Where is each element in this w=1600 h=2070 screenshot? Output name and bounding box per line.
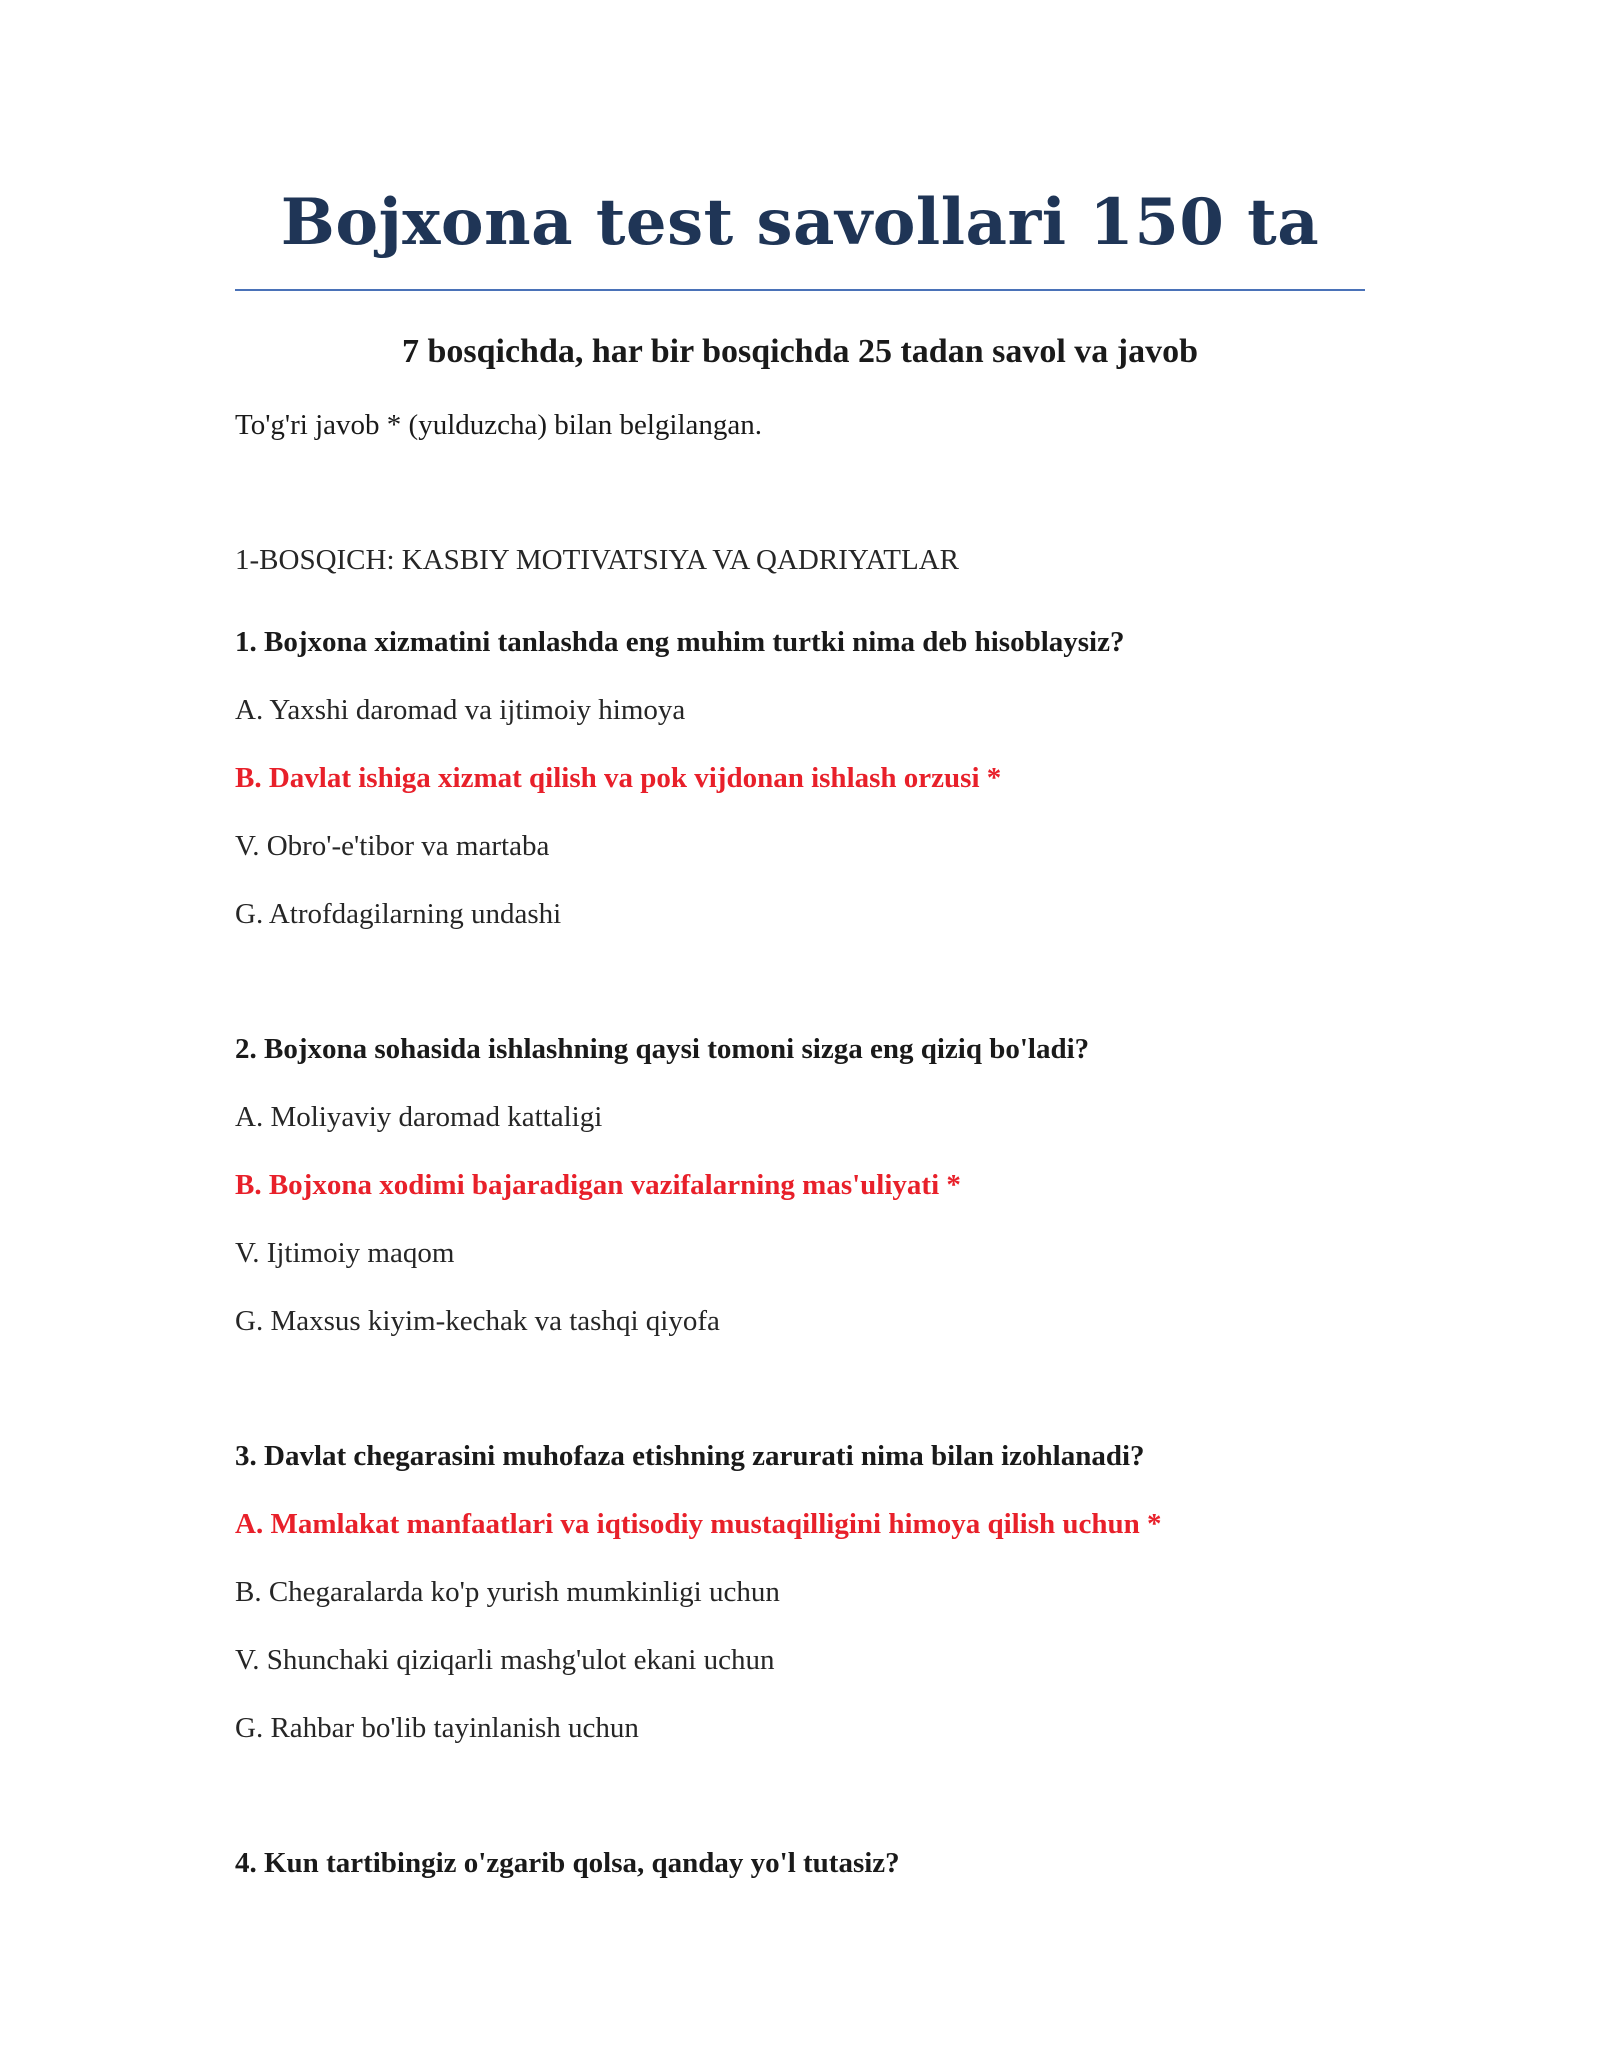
answer-option: B. Chegaralarda ko'p yurish mumkinligi uchun: [235, 1576, 780, 1608]
answer-key-note: To'g'ri javob * (yulduzcha) bilan belgilangan.: [235, 409, 763, 441]
answer-option: A. Yaxshi daromad va ijtimoiy himoya: [235, 694, 686, 726]
question-text: 1. Bojxona xizmatini tanlashda eng muhim turtki nima deb hisoblaysiz?: [235, 626, 1125, 658]
question-item: [235, 1829, 1365, 1897]
answer-option: V. Shunchaki qiziqarli mashg'ulot ekani uchun: [235, 1644, 775, 1676]
answer-option: G. Atrofdagilarning undashi: [235, 898, 562, 930]
document-title: Bojxona test savollari 150 ta: [280, 185, 1320, 260]
stage-heading: 1-BOSQICH: KASBIY MOTIVATSIYA VA QADRIYATLAR: [235, 544, 960, 576]
question-list: [235, 608, 1365, 1897]
question-text: 4. Kun tartibingiz o'zgarib qolsa, qanday yo'l tutasiz?: [235, 1847, 900, 1879]
question-spacer: [235, 948, 1365, 1015]
question-spacer: [235, 1355, 1365, 1422]
question-item: [235, 1422, 1365, 1762]
correct-answer-option: B. Davlat ishiga xizmat qilish va pok vijdonan ishlash orzusi *: [235, 762, 1002, 794]
answer-option: A. Moliyaviy daromad kattaligi: [235, 1101, 603, 1133]
answer-option: G. Rahbar bo'lib tayinlanish uchun: [235, 1712, 639, 1744]
question-item: [235, 1015, 1365, 1355]
answer-option: V. Ijtimoiy maqom: [235, 1237, 455, 1269]
title-underline: [235, 289, 1365, 291]
question-spacer: [235, 1762, 1365, 1829]
document-subtitle: 7 bosqichda, har bir bosqichda 25 tadan savol va javob: [401, 333, 1199, 370]
question-text: 3. Davlat chegarasini muhofaza etishning zarurati nima bilan izohlanadi?: [235, 1440, 1145, 1472]
question-item: [235, 608, 1365, 948]
correct-answer-option: B. Bojxona xodimi bajaradigan vazifalarning mas'uliyati *: [235, 1169, 961, 1201]
correct-answer-option: A. Mamlakat manfaatlari va iqtisodiy mustaqilligini himoya qilish uchun *: [235, 1508, 1162, 1540]
question-text: 2. Bojxona sohasida ishlashning qaysi tomoni sizga eng qiziq bo'ladi?: [235, 1033, 1090, 1065]
answer-option: G. Maxsus kiyim-kechak va tashqi qiyofa: [235, 1305, 720, 1337]
answer-option: V. Obro'-e'tibor va martaba: [235, 830, 550, 862]
